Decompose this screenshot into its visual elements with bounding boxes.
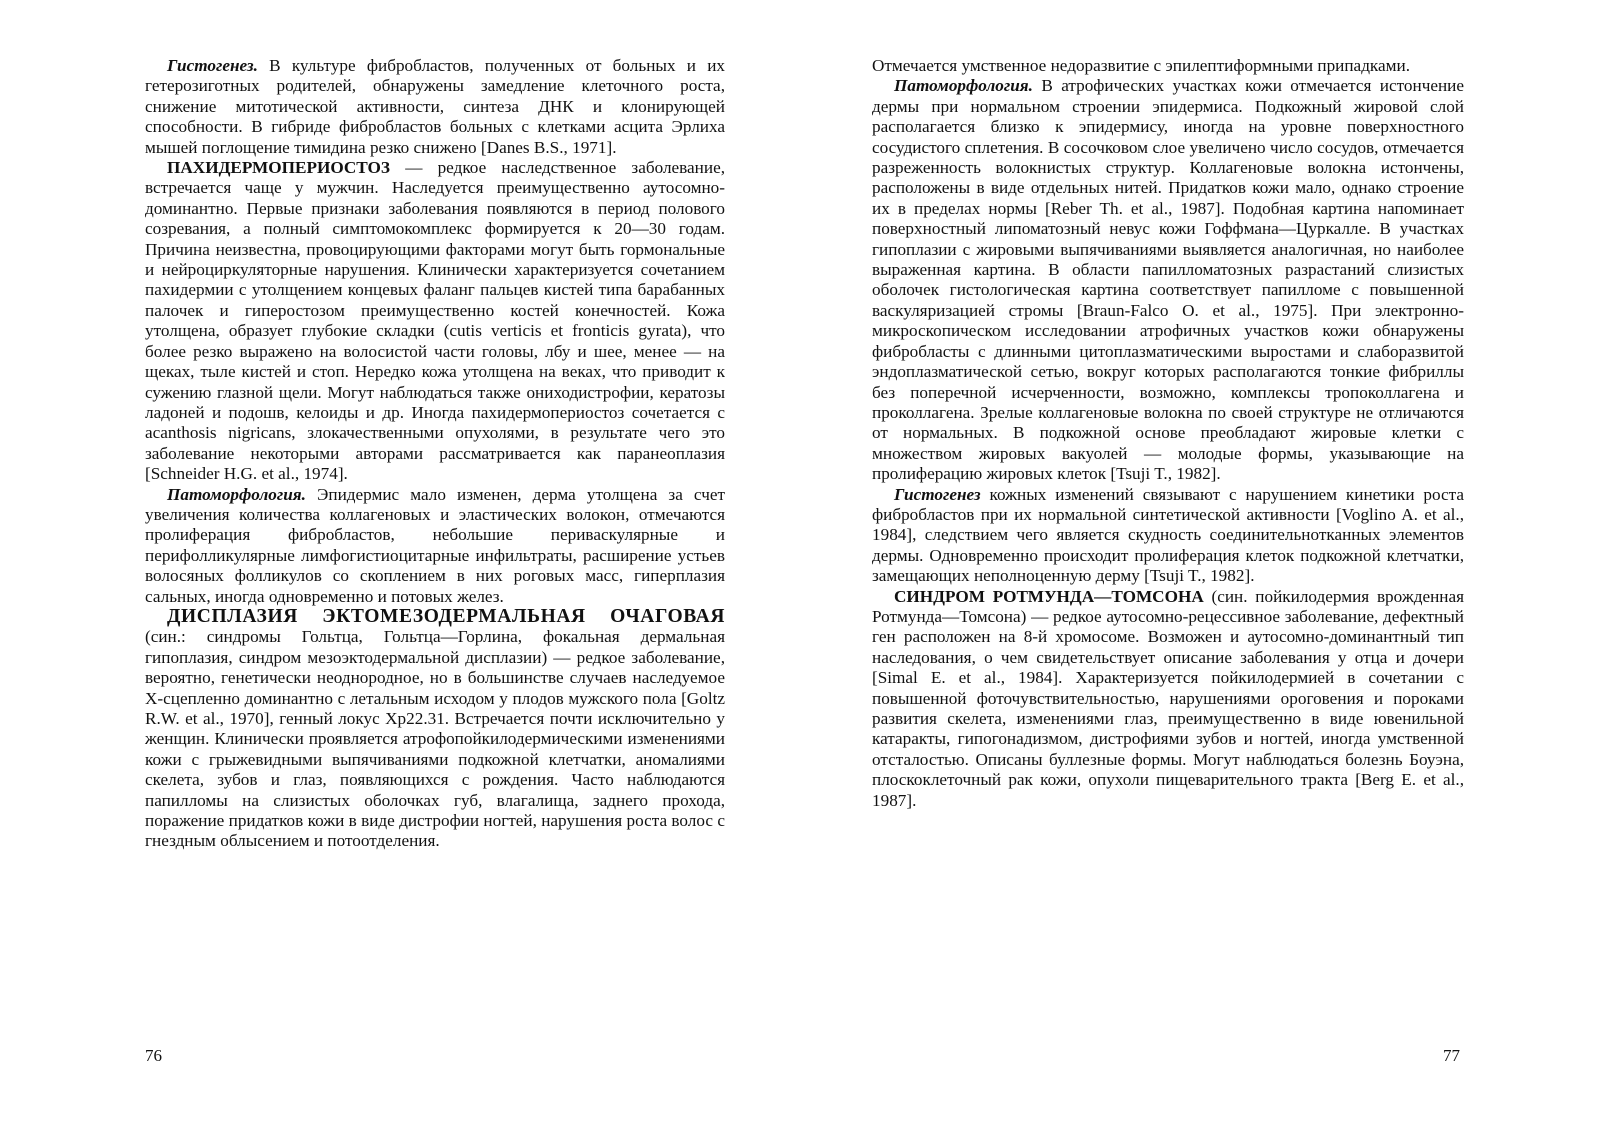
paragraph-histogenesis [145, 56, 725, 158]
paragraph-histogenesis [872, 485, 1464, 587]
page-number-left: 76 [145, 1046, 162, 1065]
paragraph-text: (син. пойкилодермия врожденная Ротмунда—Томсона) — редкое аутосомно-рецессивное заболевание, дефектный ген расположен на 8-й хромосоме. Возможен и аутосомно-доминантный тип наследования, о чем свидетельствует описание заболевания у отца и дочери [Simal E. et al., 1984]. Характеризуется пойкилодермией в сочетании с повышенной фоточувствительностью, нарушениями ороговения и пороками развития скелета, изменениями глаз, преимущественно в виде ювенильной катаракты, гипогонадизмом, дистрофиями зубов и ногтей, иногда умственной отсталостью. Описаны буллезные формы. Могут наблюдаться болезнь Боуэна, плоскоклеточный рак кожи, опухоли пищеварительного тракта [Berg E. et al., 1987]. [872, 586, 1464, 810]
paragraph-focal-dysplasia [145, 607, 725, 852]
paragraph-text: — редкое наследственное заболевание, встречается чаще у мужчин. Наследуется преимущественно аутосомно-доминантно. Первые признаки заболевания появляются в период полового созревания, а полный симптомокомплекс формируется к 20—30 годам. Причина неизвестна, провоцирующими факторами могут быть гормональные и нейроциркуляторные нарушения. Клинически характеризуется сочетанием пахидермии с утолщением концевых фаланг пальцев кистей типа барабанных палочек и гиперостозом преимущественно костей конечностей. Кожа утолщена, образует глубокие складки (cutis verticis et fronticis gyrata), что более резко выражено на волосистой части головы, лбу и шее, менее — на щеках, тыле кистей и стоп. Нередко кожа утолщена на веках, что приводит к сужению глазной щели. Могут наблюдаться также ониходистрофии, кератозы ладоней и подошв, келоиды и др. Иногда пахидермопериостоз сочетается с acanthosis nigricans, злокачественными опухолями, в результате чего это заболевание некоторыми авторами рассматривается как паранеоплазия [Schneider H.G. et al., 1974]. [145, 158, 725, 484]
paragraph-text: В культуре фибробластов, полученных от больных и их гетерозиготных родителей, обнаружены замедление клеточного роста, снижение митотической активности, синтеза ДНК и клонирующей способности. В гибриде фибробластов больных с клетками асцита Эрлиха мышей поглощение тимидина резко снижено [Danes B.S., 1971]. [145, 56, 725, 157]
run-in-term: Патоморфология. [894, 76, 1033, 96]
run-in-term: Патоморфология. [167, 484, 306, 504]
paragraph-text: (син.: синдромы Гольтца, Гольтца—Горлина, фокальная дермальная гипоплазия, синдром мезоэктодермальной дисплазии) — редкое заболевание, вероятно, генетически неоднородное, но в большинстве случаев наследуемое Х-сцепленно доминантно с летальным исходом у плодов мужского пола [Goltz R.W. et al., 1970], генный локус Хр22.31. Встречается почти исключительно у женщин. Клинически проявляется атрофопойкилодермическими изменениями кожи с грыжевидными выпячиваниями подкожной клетчатки, аномалиями скелета, зубов и глаз, появляющихся с рождения. Часто наблюдаются папилломы на слизистых оболочках губ, влагалища, заднего прохода, поражение придатков кожи в виде дистрофии ногтей, нарушения роста волос с гнездным облысением и потоотделения. [145, 627, 725, 851]
paragraph-text: кожных изменений связывают с нарушением кинетики роста фибробластов при их нормальной синтетической активности [Voglino A. et al., 1984], следствием чего является скудность соединительнотканных элементов дермы. Одновременно происходит пролиферация клеток подкожной клетчатки, замещающих неполноценную дерму [Tsuji T., 1982]. [872, 484, 1464, 586]
run-in-term: Гистогенез. [167, 56, 258, 75]
paragraph-text: В атрофических участках кожи отмечается истончение дермы при нормальном строении эпидермиса. Подкожный жировой слой располагается близко к эпидермису, иногда на уровне поверхностного сосудистого сплетения. В сосочковом слое увеличено число сосудов, отмечается разреженность волокнистых структур. Коллагеновые волокна истончены, расположены в виде отдельных нитей. Придатков кожи мало, однако строение их в пределах нормы [Reber Th. et al., 1987]. Подобная картина напоминает поверхностный липоматозный невус кожи Гоффмана—Цуркалле. В участках гипоплазии с жировыми выпячиваниями выявляется аналогичная, но наиболее выраженная картина. В области папилломатозных разрастаний слизистых оболочек гистологическая картина соответствует папилломе с повышенной васкуляризацией стромы [Braun-Falco O. et al., 1975]. При электронно-микроскопическом исследовании атрофичных участков кожи обнаружены фибробласты с длинными цитоплазматическими выростами и слаборазвитой эндоплазматической сетью, вокруг которых располагаются тонкие фибриллы без поперечной исчерченности, возможно, комплексы тропоколлагена и проколлагена. Зрелые коллагеновые волокна по своей структуре не отличаются от нормальных. В подкожной основе преобладают жировые клетки с множеством жировых вакуолей — молодые формы, указывающие на пролиферацию жировых клеток [Tsuji T., 1982]. [872, 76, 1464, 484]
right-page [872, 56, 1464, 811]
page-number-right: 77 [1443, 1046, 1460, 1065]
paragraph-text: Отмечается умственное недоразвитие с эпилептиформными припадками. [872, 56, 1411, 75]
entry-heading: СИНДРОМ РОТМУНДА—ТОМСОНА [894, 586, 1204, 606]
paragraph-pathomorphology [872, 76, 1464, 484]
paragraph-rothmund-thomson [872, 587, 1464, 811]
paragraph-pathomorphology [145, 485, 725, 607]
entry-heading: ПАХИДЕРМОПЕРИОСТОЗ [167, 158, 390, 178]
left-page [145, 56, 725, 852]
paragraph-continuation [872, 56, 1464, 76]
run-in-term: Гистогенез [894, 484, 981, 504]
paragraph-text: Эпидермис мало изменен, дерма утолщена за счет увеличения количества коллагеновых и эластических волокон, отмечаются пролиферация фибробластов, небольшие периваскулярные и перифолликулярные лимфогистиоцитарные инфильтраты, расширение устьев волосяных фолликулов со скоплением в них роговых масс, гиперплазия сальных, иногда одновременно и потовых желез. [145, 484, 725, 606]
paragraph-pachydermoperiostosis [145, 158, 725, 485]
entry-heading: ДИСПЛАЗИЯ ЭКТОМЕЗОДЕРМАЛЬНАЯ ОЧАГОВАЯ [167, 605, 725, 627]
